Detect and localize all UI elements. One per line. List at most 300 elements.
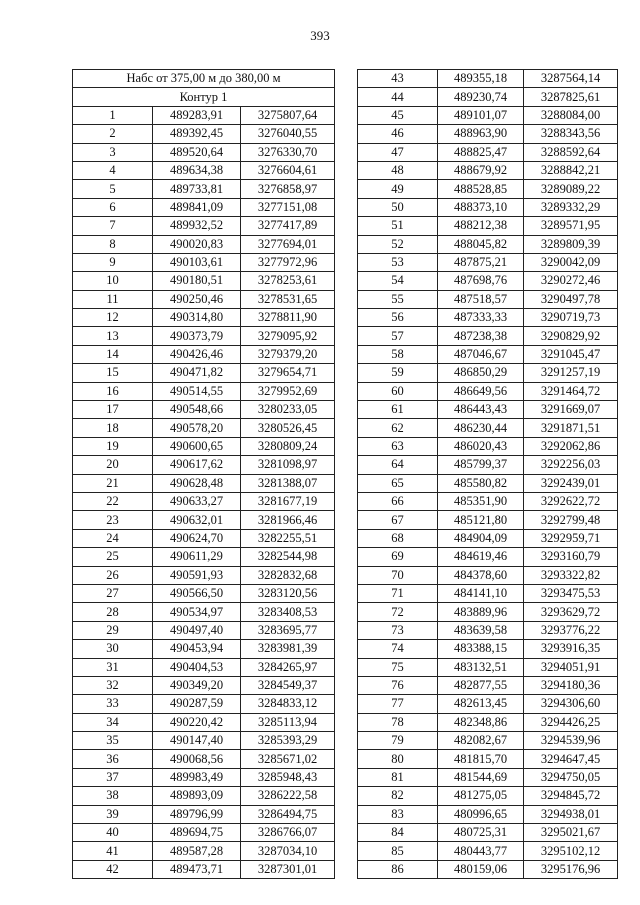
point-number-cell: 59 bbox=[358, 364, 438, 382]
table-row bbox=[73, 125, 335, 143]
y-coordinate-cell: 3290042,09 bbox=[524, 253, 618, 271]
table-row bbox=[358, 290, 618, 308]
point-number-cell: 64 bbox=[358, 456, 438, 474]
y-coordinate-cell: 3294845,72 bbox=[524, 787, 618, 805]
y-coordinate-cell: 3281677,19 bbox=[241, 492, 335, 510]
x-coordinate-cell: 490514,55 bbox=[153, 382, 241, 400]
y-coordinate-cell: 3292256,03 bbox=[524, 456, 618, 474]
x-coordinate-cell: 485121,80 bbox=[438, 511, 524, 529]
point-number-cell: 73 bbox=[358, 621, 438, 639]
point-number-cell: 71 bbox=[358, 584, 438, 602]
x-coordinate-cell: 485580,82 bbox=[438, 474, 524, 492]
table-row bbox=[73, 382, 335, 400]
table-row bbox=[73, 805, 335, 823]
point-number-cell: 38 bbox=[73, 787, 153, 805]
point-number-cell: 18 bbox=[73, 419, 153, 437]
y-coordinate-cell: 3289809,39 bbox=[524, 235, 618, 253]
x-coordinate-cell: 483639,58 bbox=[438, 621, 524, 639]
x-coordinate-cell: 490147,40 bbox=[153, 732, 241, 750]
table-row bbox=[358, 345, 618, 363]
x-coordinate-cell: 490287,59 bbox=[153, 695, 241, 713]
y-coordinate-cell: 3285393,29 bbox=[241, 732, 335, 750]
x-coordinate-cell: 480725,31 bbox=[438, 824, 524, 842]
x-coordinate-cell: 488045,82 bbox=[438, 235, 524, 253]
x-coordinate-cell: 485799,37 bbox=[438, 456, 524, 474]
table-row bbox=[358, 235, 618, 253]
x-coordinate-cell: 490068,56 bbox=[153, 750, 241, 768]
y-coordinate-cell: 3282832,68 bbox=[241, 566, 335, 584]
x-coordinate-cell: 487046,67 bbox=[438, 345, 524, 363]
x-coordinate-cell: 489983,49 bbox=[153, 768, 241, 786]
y-coordinate-cell: 3293776,22 bbox=[524, 621, 618, 639]
x-coordinate-cell: 490624,70 bbox=[153, 529, 241, 547]
table-row bbox=[73, 640, 335, 658]
table-row bbox=[358, 750, 618, 768]
point-number-cell: 61 bbox=[358, 401, 438, 419]
table-row bbox=[73, 842, 335, 860]
x-coordinate-cell: 490633,27 bbox=[153, 492, 241, 510]
table-row bbox=[73, 253, 335, 271]
x-coordinate-cell: 486443,43 bbox=[438, 401, 524, 419]
table-subtitle-row bbox=[73, 88, 335, 106]
point-number-cell: 4 bbox=[73, 161, 153, 179]
x-coordinate-cell: 483889,96 bbox=[438, 603, 524, 621]
point-number-cell: 46 bbox=[358, 125, 438, 143]
point-number-cell: 63 bbox=[358, 437, 438, 455]
y-coordinate-cell: 3280526,45 bbox=[241, 419, 335, 437]
y-coordinate-cell: 3278531,65 bbox=[241, 290, 335, 308]
table-row bbox=[73, 860, 335, 878]
table-row bbox=[73, 437, 335, 455]
point-number-cell: 47 bbox=[358, 143, 438, 161]
point-number-cell: 57 bbox=[358, 327, 438, 345]
x-coordinate-cell: 490180,51 bbox=[153, 272, 241, 290]
x-coordinate-cell: 486649,56 bbox=[438, 382, 524, 400]
y-coordinate-cell: 3293160,79 bbox=[524, 548, 618, 566]
x-coordinate-cell: 482348,86 bbox=[438, 713, 524, 731]
y-coordinate-cell: 3277972,96 bbox=[241, 253, 335, 271]
x-coordinate-cell: 483388,15 bbox=[438, 640, 524, 658]
point-number-cell: 49 bbox=[358, 180, 438, 198]
table-row bbox=[73, 345, 335, 363]
x-coordinate-cell: 486850,29 bbox=[438, 364, 524, 382]
table-row bbox=[73, 584, 335, 602]
y-coordinate-cell: 3290829,92 bbox=[524, 327, 618, 345]
x-coordinate-cell: 489230,74 bbox=[438, 88, 524, 106]
table-row bbox=[73, 695, 335, 713]
x-coordinate-cell: 488528,85 bbox=[438, 180, 524, 198]
y-coordinate-cell: 3294426,25 bbox=[524, 713, 618, 731]
x-coordinate-cell: 490220,42 bbox=[153, 713, 241, 731]
x-coordinate-cell: 490453,94 bbox=[153, 640, 241, 658]
y-coordinate-cell: 3291045,47 bbox=[524, 345, 618, 363]
y-coordinate-cell: 3277151,08 bbox=[241, 198, 335, 216]
x-coordinate-cell: 487698,76 bbox=[438, 272, 524, 290]
point-number-cell: 36 bbox=[73, 750, 153, 768]
y-coordinate-cell: 3294539,96 bbox=[524, 732, 618, 750]
point-number-cell: 83 bbox=[358, 805, 438, 823]
y-coordinate-cell: 3287825,61 bbox=[524, 88, 618, 106]
x-coordinate-cell: 480996,65 bbox=[438, 805, 524, 823]
table-row bbox=[358, 327, 618, 345]
x-coordinate-cell: 487518,57 bbox=[438, 290, 524, 308]
y-coordinate-cell: 3284833,12 bbox=[241, 695, 335, 713]
y-coordinate-cell: 3279095,92 bbox=[241, 327, 335, 345]
point-number-cell: 43 bbox=[358, 70, 438, 88]
y-coordinate-cell: 3281966,46 bbox=[241, 511, 335, 529]
x-coordinate-cell: 489733,81 bbox=[153, 180, 241, 198]
table-row bbox=[358, 419, 618, 437]
point-number-cell: 40 bbox=[73, 824, 153, 842]
contour-label: Контур 1 bbox=[73, 88, 335, 106]
table-row bbox=[73, 824, 335, 842]
y-coordinate-cell: 3283981,39 bbox=[241, 640, 335, 658]
table-row bbox=[73, 235, 335, 253]
point-number-cell: 7 bbox=[73, 217, 153, 235]
y-coordinate-cell: 3286222,58 bbox=[241, 787, 335, 805]
table-row bbox=[358, 70, 618, 88]
x-coordinate-cell: 487238,38 bbox=[438, 327, 524, 345]
table-row bbox=[73, 474, 335, 492]
table-row bbox=[73, 658, 335, 676]
x-coordinate-cell: 486020,43 bbox=[438, 437, 524, 455]
x-coordinate-cell: 489587,28 bbox=[153, 842, 241, 860]
y-coordinate-cell: 3294180,36 bbox=[524, 676, 618, 694]
point-number-cell: 53 bbox=[358, 253, 438, 271]
y-coordinate-cell: 3292439,01 bbox=[524, 474, 618, 492]
y-coordinate-cell: 3290272,46 bbox=[524, 272, 618, 290]
y-coordinate-cell: 3291464,72 bbox=[524, 382, 618, 400]
x-coordinate-cell: 488212,38 bbox=[438, 217, 524, 235]
x-coordinate-cell: 485351,90 bbox=[438, 492, 524, 510]
x-coordinate-cell: 488825,47 bbox=[438, 143, 524, 161]
point-number-cell: 14 bbox=[73, 345, 153, 363]
point-number-cell: 22 bbox=[73, 492, 153, 510]
point-number-cell: 50 bbox=[358, 198, 438, 216]
y-coordinate-cell: 3279952,69 bbox=[241, 382, 335, 400]
table-row bbox=[358, 584, 618, 602]
y-coordinate-cell: 3278811,90 bbox=[241, 309, 335, 327]
y-coordinate-cell: 3284549,37 bbox=[241, 676, 335, 694]
coordinates-table-left bbox=[72, 69, 335, 879]
table-row bbox=[73, 198, 335, 216]
point-number-cell: 84 bbox=[358, 824, 438, 842]
table-row bbox=[358, 143, 618, 161]
point-number-cell: 54 bbox=[358, 272, 438, 290]
point-number-cell: 29 bbox=[73, 621, 153, 639]
point-number-cell: 76 bbox=[358, 676, 438, 694]
table-row bbox=[358, 805, 618, 823]
x-coordinate-cell: 480443,77 bbox=[438, 842, 524, 860]
point-number-cell: 51 bbox=[358, 217, 438, 235]
table-row bbox=[358, 180, 618, 198]
point-number-cell: 10 bbox=[73, 272, 153, 290]
point-number-cell: 25 bbox=[73, 548, 153, 566]
x-coordinate-cell: 483132,51 bbox=[438, 658, 524, 676]
table-row bbox=[358, 658, 618, 676]
point-number-cell: 70 bbox=[358, 566, 438, 584]
table-row bbox=[73, 456, 335, 474]
point-number-cell: 1 bbox=[73, 106, 153, 124]
x-coordinate-cell: 490628,48 bbox=[153, 474, 241, 492]
y-coordinate-cell: 3279379,20 bbox=[241, 345, 335, 363]
x-coordinate-cell: 490404,53 bbox=[153, 658, 241, 676]
table-row bbox=[358, 125, 618, 143]
table-row bbox=[73, 603, 335, 621]
point-number-cell: 55 bbox=[358, 290, 438, 308]
table-row bbox=[358, 253, 618, 271]
x-coordinate-cell: 488963,90 bbox=[438, 125, 524, 143]
table-row bbox=[358, 511, 618, 529]
point-number-cell: 75 bbox=[358, 658, 438, 676]
table-row bbox=[358, 364, 618, 382]
point-number-cell: 45 bbox=[358, 106, 438, 124]
point-number-cell: 33 bbox=[73, 695, 153, 713]
table-row bbox=[73, 750, 335, 768]
table-row bbox=[73, 419, 335, 437]
point-number-cell: 56 bbox=[358, 309, 438, 327]
point-number-cell: 82 bbox=[358, 787, 438, 805]
x-coordinate-cell: 480159,06 bbox=[438, 860, 524, 878]
point-number-cell: 17 bbox=[73, 401, 153, 419]
y-coordinate-cell: 3281098,97 bbox=[241, 456, 335, 474]
x-coordinate-cell: 489283,91 bbox=[153, 106, 241, 124]
y-coordinate-cell: 3287564,14 bbox=[524, 70, 618, 88]
point-number-cell: 16 bbox=[73, 382, 153, 400]
table-row bbox=[73, 180, 335, 198]
table-row bbox=[358, 309, 618, 327]
y-coordinate-cell: 3291257,19 bbox=[524, 364, 618, 382]
point-number-cell: 5 bbox=[73, 180, 153, 198]
y-coordinate-cell: 3286494,75 bbox=[241, 805, 335, 823]
point-number-cell: 27 bbox=[73, 584, 153, 602]
table-row bbox=[358, 217, 618, 235]
point-number-cell: 3 bbox=[73, 143, 153, 161]
y-coordinate-cell: 3287034,10 bbox=[241, 842, 335, 860]
table-row bbox=[358, 603, 618, 621]
x-coordinate-cell: 490566,50 bbox=[153, 584, 241, 602]
table-row bbox=[73, 732, 335, 750]
y-coordinate-cell: 3285948,43 bbox=[241, 768, 335, 786]
point-number-cell: 11 bbox=[73, 290, 153, 308]
table-row bbox=[358, 566, 618, 584]
y-coordinate-cell: 3292622,72 bbox=[524, 492, 618, 510]
x-coordinate-cell: 489893,09 bbox=[153, 787, 241, 805]
y-coordinate-cell: 3295102,12 bbox=[524, 842, 618, 860]
y-coordinate-cell: 3288084,00 bbox=[524, 106, 618, 124]
x-coordinate-cell: 489841,09 bbox=[153, 198, 241, 216]
table-row bbox=[358, 695, 618, 713]
y-coordinate-cell: 3286766,07 bbox=[241, 824, 335, 842]
point-number-cell: 13 bbox=[73, 327, 153, 345]
table-row bbox=[73, 401, 335, 419]
y-coordinate-cell: 3283695,77 bbox=[241, 621, 335, 639]
point-number-cell: 85 bbox=[358, 842, 438, 860]
point-number-cell: 34 bbox=[73, 713, 153, 731]
x-coordinate-cell: 490250,46 bbox=[153, 290, 241, 308]
x-coordinate-cell: 484378,60 bbox=[438, 566, 524, 584]
y-coordinate-cell: 3294938,01 bbox=[524, 805, 618, 823]
x-coordinate-cell: 489694,75 bbox=[153, 824, 241, 842]
x-coordinate-cell: 490617,62 bbox=[153, 456, 241, 474]
y-coordinate-cell: 3291669,07 bbox=[524, 401, 618, 419]
y-coordinate-cell: 3295176,96 bbox=[524, 860, 618, 878]
x-coordinate-cell: 482613,45 bbox=[438, 695, 524, 713]
page-number: 393 bbox=[310, 28, 330, 43]
y-coordinate-cell: 3289332,29 bbox=[524, 198, 618, 216]
y-coordinate-cell: 3290719,73 bbox=[524, 309, 618, 327]
table-row bbox=[358, 713, 618, 731]
table-row bbox=[358, 456, 618, 474]
y-coordinate-cell: 3289089,22 bbox=[524, 180, 618, 198]
point-number-cell: 58 bbox=[358, 345, 438, 363]
point-number-cell: 23 bbox=[73, 511, 153, 529]
y-coordinate-cell: 3294051,91 bbox=[524, 658, 618, 676]
y-coordinate-cell: 3294306,60 bbox=[524, 695, 618, 713]
y-coordinate-cell: 3275807,64 bbox=[241, 106, 335, 124]
y-coordinate-cell: 3277694,01 bbox=[241, 235, 335, 253]
y-coordinate-cell: 3293916,35 bbox=[524, 640, 618, 658]
point-number-cell: 2 bbox=[73, 125, 153, 143]
y-coordinate-cell: 3288592,64 bbox=[524, 143, 618, 161]
x-coordinate-cell: 482082,67 bbox=[438, 732, 524, 750]
coordinates-table-right bbox=[357, 69, 618, 879]
y-coordinate-cell: 3292062,86 bbox=[524, 437, 618, 455]
x-coordinate-cell: 490591,93 bbox=[153, 566, 241, 584]
y-coordinate-cell: 3279654,71 bbox=[241, 364, 335, 382]
x-coordinate-cell: 489392,45 bbox=[153, 125, 241, 143]
y-coordinate-cell: 3294647,45 bbox=[524, 750, 618, 768]
point-number-cell: 79 bbox=[358, 732, 438, 750]
table-row bbox=[73, 713, 335, 731]
y-coordinate-cell: 3287301,01 bbox=[241, 860, 335, 878]
point-number-cell: 6 bbox=[73, 198, 153, 216]
table-row bbox=[358, 401, 618, 419]
y-coordinate-cell: 3276858,97 bbox=[241, 180, 335, 198]
point-number-cell: 30 bbox=[73, 640, 153, 658]
x-coordinate-cell: 489520,64 bbox=[153, 143, 241, 161]
table-row bbox=[73, 511, 335, 529]
point-number-cell: 69 bbox=[358, 548, 438, 566]
table-row bbox=[358, 824, 618, 842]
x-coordinate-cell: 488373,10 bbox=[438, 198, 524, 216]
point-number-cell: 67 bbox=[358, 511, 438, 529]
table-row bbox=[73, 290, 335, 308]
point-number-cell: 77 bbox=[358, 695, 438, 713]
x-coordinate-cell: 490497,40 bbox=[153, 621, 241, 639]
x-coordinate-cell: 489932,52 bbox=[153, 217, 241, 235]
x-coordinate-cell: 488679,92 bbox=[438, 161, 524, 179]
y-coordinate-cell: 3282544,98 bbox=[241, 548, 335, 566]
point-number-cell: 21 bbox=[73, 474, 153, 492]
table-row bbox=[73, 566, 335, 584]
point-number-cell: 81 bbox=[358, 768, 438, 786]
table-title: Набс от 375,00 м до 380,00 м bbox=[73, 70, 335, 88]
x-coordinate-cell: 490103,61 bbox=[153, 253, 241, 271]
table-row bbox=[358, 161, 618, 179]
table-row bbox=[358, 676, 618, 694]
y-coordinate-cell: 3293629,72 bbox=[524, 603, 618, 621]
x-coordinate-cell: 487875,21 bbox=[438, 253, 524, 271]
y-coordinate-cell: 3278253,61 bbox=[241, 272, 335, 290]
x-coordinate-cell: 490600,65 bbox=[153, 437, 241, 455]
point-number-cell: 74 bbox=[358, 640, 438, 658]
x-coordinate-cell: 484141,10 bbox=[438, 584, 524, 602]
y-coordinate-cell: 3284265,97 bbox=[241, 658, 335, 676]
table-row bbox=[73, 106, 335, 124]
point-number-cell: 80 bbox=[358, 750, 438, 768]
y-coordinate-cell: 3277417,89 bbox=[241, 217, 335, 235]
x-coordinate-cell: 486230,44 bbox=[438, 419, 524, 437]
y-coordinate-cell: 3292799,48 bbox=[524, 511, 618, 529]
y-coordinate-cell: 3293475,53 bbox=[524, 584, 618, 602]
y-coordinate-cell: 3288842,21 bbox=[524, 161, 618, 179]
x-coordinate-cell: 490471,82 bbox=[153, 364, 241, 382]
table-row bbox=[73, 161, 335, 179]
y-coordinate-cell: 3276604,61 bbox=[241, 161, 335, 179]
x-coordinate-cell: 482877,55 bbox=[438, 676, 524, 694]
x-coordinate-cell: 489355,18 bbox=[438, 70, 524, 88]
table-row bbox=[358, 529, 618, 547]
x-coordinate-cell: 487333,33 bbox=[438, 309, 524, 327]
point-number-cell: 39 bbox=[73, 805, 153, 823]
x-coordinate-cell: 490314,80 bbox=[153, 309, 241, 327]
table-row bbox=[73, 143, 335, 161]
point-number-cell: 42 bbox=[73, 860, 153, 878]
point-number-cell: 72 bbox=[358, 603, 438, 621]
point-number-cell: 9 bbox=[73, 253, 153, 271]
table-row bbox=[358, 272, 618, 290]
point-number-cell: 62 bbox=[358, 419, 438, 437]
table-row bbox=[73, 364, 335, 382]
table-row bbox=[358, 842, 618, 860]
table-title-row bbox=[73, 70, 335, 88]
point-number-cell: 32 bbox=[73, 676, 153, 694]
point-number-cell: 24 bbox=[73, 529, 153, 547]
point-number-cell: 41 bbox=[73, 842, 153, 860]
point-number-cell: 31 bbox=[73, 658, 153, 676]
point-number-cell: 44 bbox=[358, 88, 438, 106]
point-number-cell: 68 bbox=[358, 529, 438, 547]
y-coordinate-cell: 3282255,51 bbox=[241, 529, 335, 547]
point-number-cell: 35 bbox=[73, 732, 153, 750]
table-row bbox=[73, 548, 335, 566]
y-coordinate-cell: 3276040,55 bbox=[241, 125, 335, 143]
y-coordinate-cell: 3283408,53 bbox=[241, 603, 335, 621]
point-number-cell: 48 bbox=[358, 161, 438, 179]
y-coordinate-cell: 3280809,24 bbox=[241, 437, 335, 455]
table-row bbox=[358, 787, 618, 805]
point-number-cell: 8 bbox=[73, 235, 153, 253]
point-number-cell: 78 bbox=[358, 713, 438, 731]
y-coordinate-cell: 3295021,67 bbox=[524, 824, 618, 842]
point-number-cell: 60 bbox=[358, 382, 438, 400]
point-number-cell: 19 bbox=[73, 437, 153, 455]
point-number-cell: 86 bbox=[358, 860, 438, 878]
x-coordinate-cell: 489796,99 bbox=[153, 805, 241, 823]
y-coordinate-cell: 3291871,51 bbox=[524, 419, 618, 437]
y-coordinate-cell: 3276330,70 bbox=[241, 143, 335, 161]
table-row bbox=[358, 621, 618, 639]
table-row bbox=[358, 198, 618, 216]
x-coordinate-cell: 490611,29 bbox=[153, 548, 241, 566]
y-coordinate-cell: 3288343,56 bbox=[524, 125, 618, 143]
x-coordinate-cell: 490373,79 bbox=[153, 327, 241, 345]
y-coordinate-cell: 3285113,94 bbox=[241, 713, 335, 731]
y-coordinate-cell: 3292959,71 bbox=[524, 529, 618, 547]
table-row bbox=[73, 272, 335, 290]
y-coordinate-cell: 3290497,78 bbox=[524, 290, 618, 308]
